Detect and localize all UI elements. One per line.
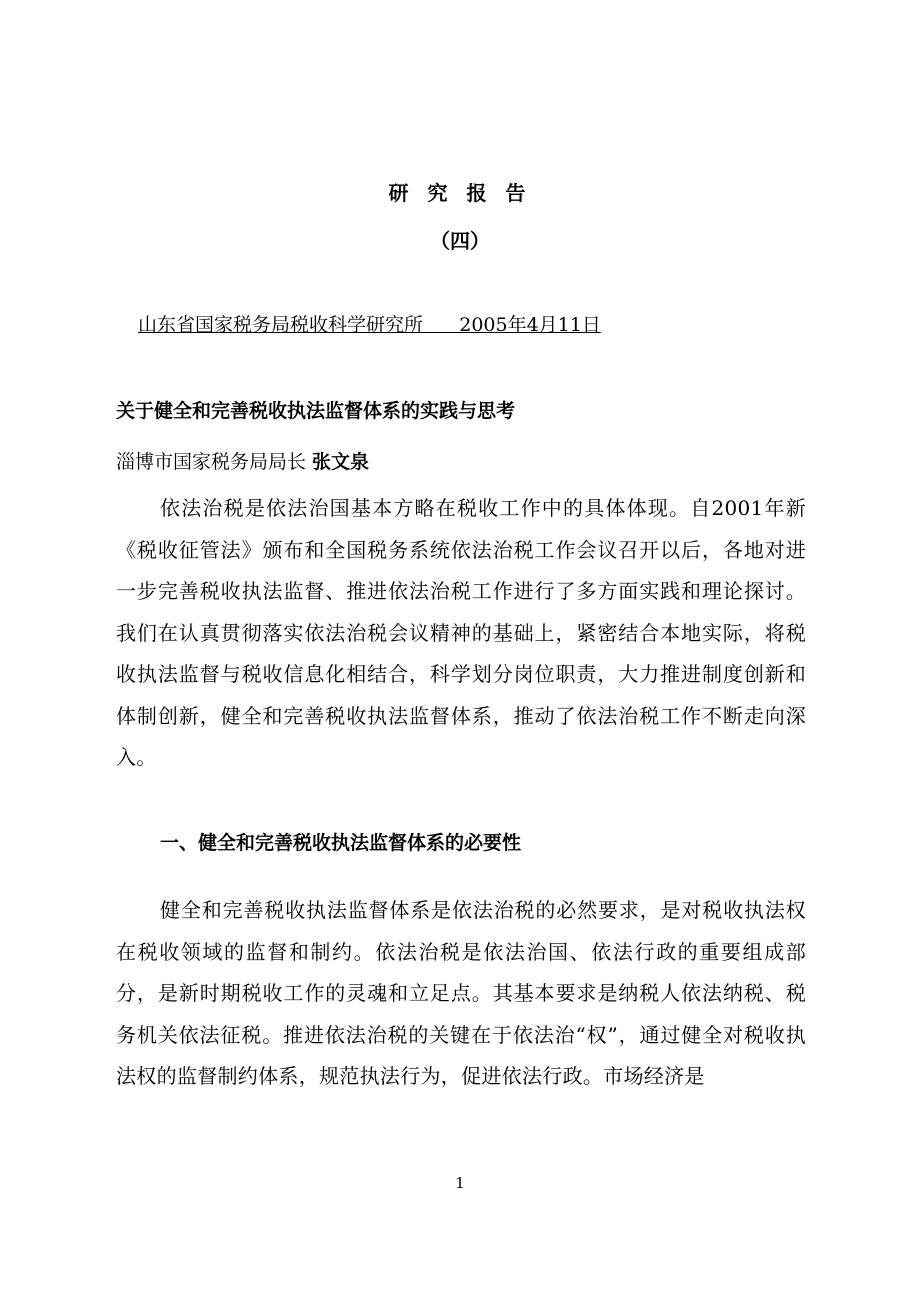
author-position: 淄博市国家税务局局长 [116,451,313,473]
author-name: 张文泉 [312,451,370,473]
author-line [116,448,369,476]
page-number: 1 [455,1174,465,1192]
report-byline: 山东省国家税务局税收科学研究所 2005年4月11日 [138,314,601,336]
body-paragraph-2: 健全和完善税收执法监督体系是依法治税的必然要求，是对税收执法权在税收领域的监督和制约。依法治税是依法治国、依法行政的重要组成部分，是新时期税收工作的灵魂和立足点。其基本要求是纳税人依法纳税、税务机关依法征税。推进依法治税的关键在于依法治“权”，通过健全对税收执法权的监督制约体系，规范执法行为，促进依法行政。市场经济是 [116,898,806,1088]
report-number: （四） [430,229,490,253]
article-title: 关于健全和完善税收执法监督体系的实践与思考 [116,400,516,422]
body-paragraph-1: 依法治税是依法治国基本方略在税收工作中的具体体现。自2001年新《税收征管法》颁布和全国税务系统依法治税工作会议召开以后，各地对进一步完善税收执法监督、推进依法治税工作进行了多方面实践和理论探讨。我们在认真贯彻落实依法治税会议精神的基础上，紧密结合本地实际，将税收执法监督与税收信息化相结合，科学划分岗位职责，大力推进制度创新和体制创新，健全和完善税收执法监督体系，推动了依法治税工作不断走向深入。 [116,496,806,769]
section-heading-1: 一、健全和完善税收执法监督体系的必要性 [160,832,522,854]
report-title: 研 究 报 告 [388,181,532,205]
